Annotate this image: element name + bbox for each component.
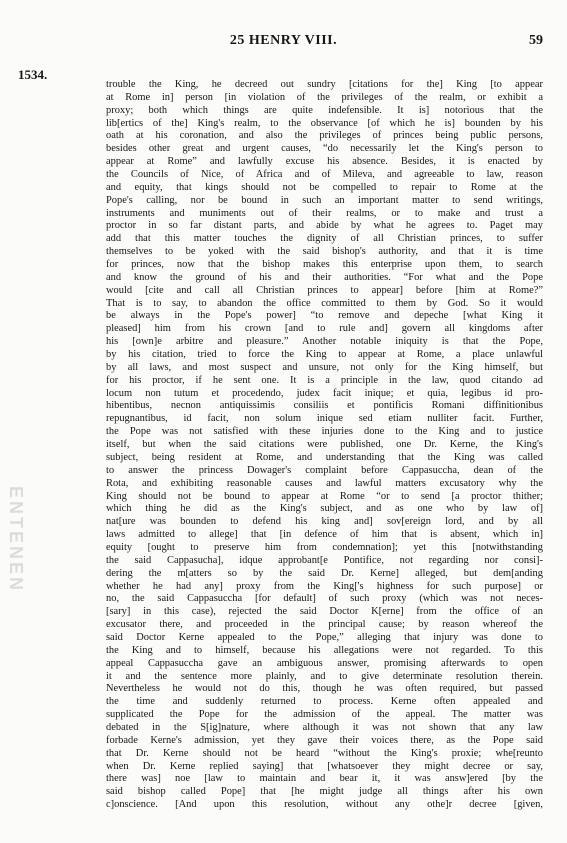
text-line: add that this matter touches the dignity of all Christian princes, to suffer [106, 233, 543, 245]
text-line: itself, but when the said citations were published, one Dr. Kerne, the King's [106, 439, 543, 451]
margin-year: 1534. [18, 67, 48, 82]
text-line: excusator there, and proceeded in the principal cause; by reason whereof the [106, 619, 543, 631]
text-line: by all laws, and most suspect and unsure, not only for the King himself, but [106, 361, 543, 373]
body-paragraph [106, 79, 543, 812]
text-line: [sary] in this case), rejected the said Doctor K[erne] from the office of an [106, 606, 543, 618]
text-line: by his citation, tried to force the King to appear at Rome, a place unlawful [106, 349, 543, 361]
page-number: 59 [529, 33, 543, 48]
text-line: King should not be bound to appear at Rome “or to send [a proctor thither; [106, 490, 543, 502]
text-line: would [cite and call all Christian princes to appear] before [him at Rome?” [106, 284, 543, 296]
text-line: trouble the King, he decreed out sundry [citations for the] King [to appear [106, 79, 543, 90]
text-line: forbade Kerne's admission, yet they gave their voices there, as the Pope said [106, 734, 543, 746]
text-line: said bishop called Pope] that [he might judge all things after his own [106, 786, 543, 798]
text-line: instruments and muniments out of their realms, or to make and trust a [106, 207, 543, 219]
text-line: laws admitted to allege] that [in defence of him that is absent, which in] [106, 529, 543, 541]
text-line: debated in the S[ig]nature, where although it was not shown that any law [106, 721, 543, 733]
text-line: the King and to himself, because his allegations were not regarded. To this [106, 644, 543, 656]
text-line: supplicated the Pope for the admission of the appeal. The matter was [106, 709, 543, 721]
text-line: whether he had any] proxy from the King['s highness for such purpose] or [106, 580, 543, 592]
text-line: equity [ought to preserve him from condemnation]; yet this [notwithstanding [106, 541, 543, 553]
text-line: for his proctor, if he sent one. It is a principle in the law, quod citando ad [106, 374, 543, 386]
text-line: Rota, and exhibiting reasonable causes and lawful matters excusatory why the [106, 477, 543, 489]
text-line: That is to say, to abandon the office committed to them by God. So it would [106, 297, 543, 309]
text-line: the Councils of Nice, of Africa and of Mileva, and agreeable to law, reason [106, 169, 543, 181]
text-line: themselves to be yoked with the said bishop's authority, and that it is time [106, 246, 543, 258]
text-line: there was] noe [law to maintain and bear it, it was answ]ered [by the [106, 773, 543, 785]
text-line: it and the sentence more plainly, and to give determinate resolution therein. [106, 670, 543, 682]
text-line: nat[ure was bounden to defend his king and] sov[ereign lord, and by all [106, 516, 543, 528]
running-header [0, 33, 567, 55]
text-line: locum non tutum et procedendo, judex facit inique; et quia, legibus id pro- [106, 387, 543, 399]
text-line: said Doctor Kerne appealed to the Pope,” alleging that injury was done to [106, 631, 543, 643]
text-line: appear at Rome” and lawfully excuse his absence. Besides, it is enacted by [106, 156, 543, 168]
text-line: at Rome in] person [in violation of the privileges of the realm, or exhibit a [106, 91, 543, 103]
text-line: Pope's calling, nor be bound in such an important matter to send writings, [106, 194, 543, 206]
header-title: 25 HENRY VIII. [229, 33, 338, 48]
text-line: and know the ground of his and their authorities. “For what and the Pope [106, 271, 543, 283]
text-line: hibentibus, necnon antiquissimis consiliis et pontificis Romani diffinitionibus [106, 400, 543, 412]
text-line: oath at his coronation, and also the privileges of princes being public persons, [106, 130, 543, 142]
text-line: proxy; both which things are quite indefensible. It is] notorious that the [106, 104, 543, 116]
text-line: c]onscience. [And upon this resolution, without any othe]r decree [given, [106, 799, 543, 811]
text-line: to answer the princess Dowager's complaint before Cappasuccha, dean of the [106, 464, 543, 476]
text-line: no, the said Cappasuccha [for default] of such proxy (which was not neces- [106, 593, 543, 605]
text-line: be always in the Pope's power] “to remove and depeche [what King it [106, 310, 543, 322]
text-line: proctor in so far distant parts, and abide by what he agrees to. Paget may [106, 220, 543, 232]
text-line: besides other great and urgent causes, “do necessarily let the King's person to [106, 143, 543, 155]
library-watermark [6, 486, 32, 656]
text-line: repugnantibus, id facit, non solum inique sed etiam nulliter facit. Further, [106, 413, 543, 425]
text-line: appeal Cappasuccha gave an ambiguous answer, promising afterwards to open [106, 657, 543, 669]
text-line: dering the m[atters so by the said Dr. Kerne] alleged, but dem[anding [106, 567, 543, 579]
watermark-text: ENTENEN [6, 486, 26, 594]
text-line: the Pope was not satisfied with these injuries done to the King and to justice [106, 426, 543, 438]
text-line: the said Cappasucha], idque approbant[e Pontifice, not regarding nor consi]- [106, 554, 543, 566]
text-line: his [own]e arbitre and pleasure.” Another notable iniquity is that the Pope, [106, 336, 543, 348]
text-line: subject, being resident at Rome, and understanding that the King was called [106, 451, 543, 463]
text-line: lib[ertics of the] King's realm, to the observance [of which he is] bounden by his [106, 117, 543, 129]
text-line: when Dr. Kerne replied saying] that [whatsoever they might decree or say, [106, 760, 543, 772]
text-line: the time and suddenly returned to process. Kerne often appealed and [106, 696, 543, 708]
text-line: pleased] him from his crown [and to rule and] govern all kingdoms after [106, 323, 543, 335]
text-line: Nevertheless he would not do this, though he was often required, but passed [106, 683, 543, 695]
text-line: that Dr. Kerne should not be heard “without the King's proxie; whe[reunto [106, 747, 543, 759]
text-line: which thing he did as the King's subject, and as one who by law of] [106, 503, 543, 515]
text-line: and equity, that kings should not be compelled to repair to Rome at the [106, 181, 543, 193]
text-line: for princes, now that the bishop makes this enterprise upon them, to search [106, 259, 543, 271]
